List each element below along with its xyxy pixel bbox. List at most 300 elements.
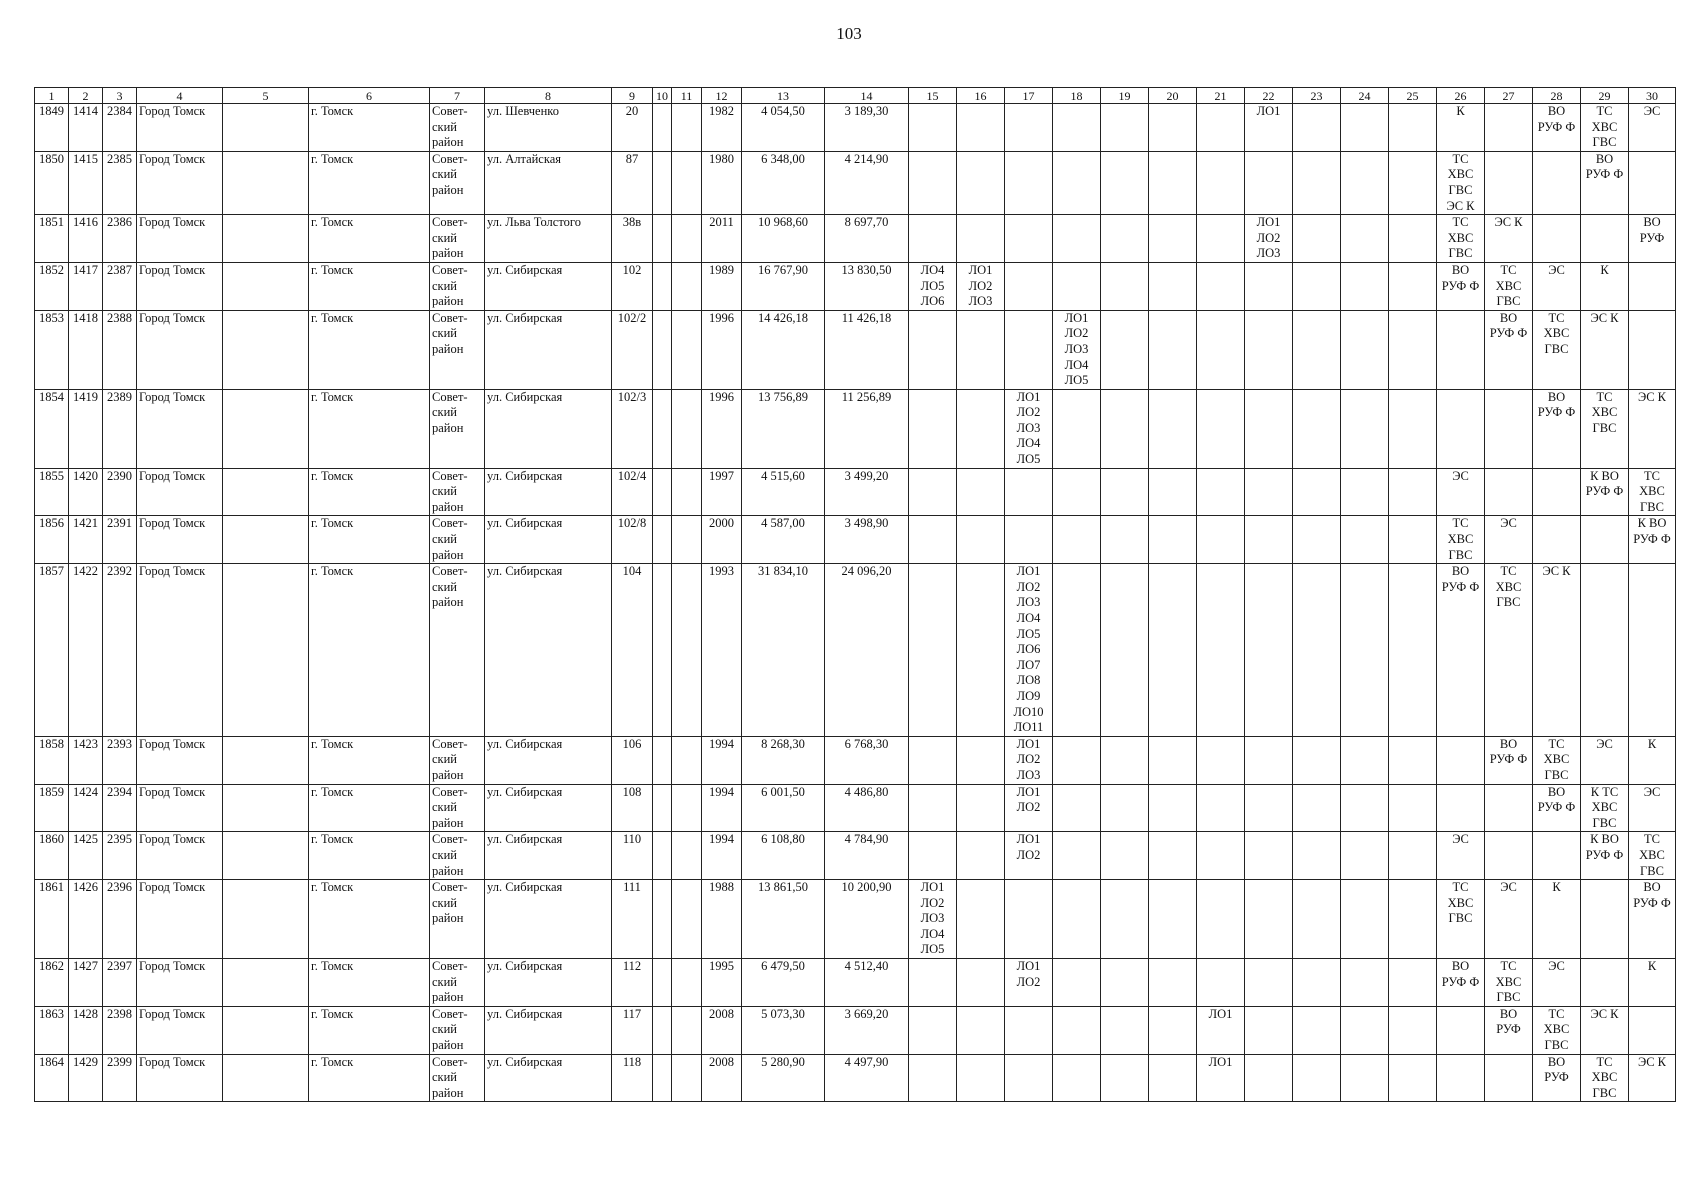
- table-cell: ЭС: [1629, 104, 1676, 152]
- table-cell: [957, 215, 1005, 263]
- table-cell: [1437, 1006, 1485, 1054]
- table-row: [35, 516, 1676, 564]
- table-cell: ЛО1: [1245, 104, 1293, 152]
- table-cell: Совет- ский район: [430, 516, 485, 564]
- table-cell: [1101, 262, 1149, 310]
- table-cell: 16 767,90: [742, 262, 825, 310]
- table-cell: [1293, 516, 1341, 564]
- table-cell: [672, 151, 702, 214]
- table-cell: 1420: [69, 468, 103, 516]
- table-cell: [1245, 1054, 1293, 1102]
- table-cell: [1197, 564, 1245, 737]
- table-cell: [653, 564, 672, 737]
- table-cell: [1197, 832, 1245, 880]
- column-header: 22: [1245, 88, 1293, 104]
- table-cell: [223, 468, 309, 516]
- table-cell: [672, 389, 702, 468]
- table-cell: [1581, 215, 1629, 263]
- table-cell: Совет- ский район: [430, 880, 485, 959]
- table-cell: 4 512,40: [825, 959, 909, 1007]
- table-cell: [672, 1006, 702, 1054]
- table-cell: [1389, 389, 1437, 468]
- table-cell: 1851: [35, 215, 69, 263]
- table-cell: [1197, 736, 1245, 784]
- table-cell: [1389, 104, 1437, 152]
- table-cell: Город Томск: [137, 104, 223, 152]
- table-cell: ЭС: [1533, 262, 1581, 310]
- table-cell: 1989: [702, 262, 742, 310]
- table-cell: г. Томск: [309, 1054, 430, 1102]
- column-header: 3: [103, 88, 137, 104]
- table-cell: [672, 564, 702, 737]
- table-cell: 1994: [702, 784, 742, 832]
- table-cell: ЭС: [1533, 959, 1581, 1007]
- table-cell: 1994: [702, 832, 742, 880]
- table-cell: [909, 516, 957, 564]
- table-cell: 1860: [35, 832, 69, 880]
- table-cell: ТС ХВС ГВС: [1485, 564, 1533, 737]
- table-cell: [1005, 310, 1053, 389]
- table-cell: ул. Сибирская: [485, 784, 612, 832]
- table-cell: [1581, 959, 1629, 1007]
- table-cell: ул. Сибирская: [485, 959, 612, 1007]
- table-cell: Совет- ский район: [430, 468, 485, 516]
- table-cell: Город Томск: [137, 151, 223, 214]
- table-cell: [1581, 564, 1629, 737]
- table-cell: [957, 151, 1005, 214]
- table-cell: [909, 151, 957, 214]
- table-cell: [957, 880, 1005, 959]
- table-cell: [1053, 262, 1101, 310]
- table-cell: [672, 215, 702, 263]
- table-cell: ТС ХВС ГВС: [1485, 262, 1533, 310]
- table-cell: 2391: [103, 516, 137, 564]
- table-cell: [1293, 310, 1341, 389]
- table-cell: 1994: [702, 736, 742, 784]
- table-cell: [1197, 310, 1245, 389]
- table-cell: 2398: [103, 1006, 137, 1054]
- table-cell: 1416: [69, 215, 103, 263]
- table-cell: 108: [612, 784, 653, 832]
- table-cell: 2000: [702, 516, 742, 564]
- table-row: [35, 832, 1676, 880]
- table-cell: [1245, 736, 1293, 784]
- table-cell: [1389, 310, 1437, 389]
- table-cell: ул. Сибирская: [485, 310, 612, 389]
- table-cell: [1293, 832, 1341, 880]
- table-cell: [1149, 880, 1197, 959]
- table-cell: ЭС: [1485, 880, 1533, 959]
- table-cell: [653, 468, 672, 516]
- table-cell: 2386: [103, 215, 137, 263]
- table-cell: ТС ХВС ГВС: [1581, 1054, 1629, 1102]
- table-cell: ВО РУФ: [1629, 215, 1676, 263]
- table-cell: [1629, 151, 1676, 214]
- table-cell: [1101, 736, 1149, 784]
- table-cell: 112: [612, 959, 653, 1007]
- table-cell: [1005, 262, 1053, 310]
- table-cell: г. Томск: [309, 151, 430, 214]
- table-cell: 10 200,90: [825, 880, 909, 959]
- table-cell: ВО РУФ: [1533, 1054, 1581, 1102]
- column-header: 27: [1485, 88, 1533, 104]
- table-cell: г. Томск: [309, 389, 430, 468]
- table-cell: 1415: [69, 151, 103, 214]
- table-cell: 1857: [35, 564, 69, 737]
- table-cell: [1101, 215, 1149, 263]
- table-row: [35, 389, 1676, 468]
- table-cell: ЭС: [1485, 516, 1533, 564]
- table-cell: [1437, 1054, 1485, 1102]
- table-cell: 6 479,50: [742, 959, 825, 1007]
- table-cell: [1101, 310, 1149, 389]
- table-cell: [1389, 1054, 1437, 1102]
- table-cell: 106: [612, 736, 653, 784]
- table-cell: К: [1437, 104, 1485, 152]
- table-cell: [909, 832, 957, 880]
- table-cell: ул. Сибирская: [485, 389, 612, 468]
- table-cell: 4 054,50: [742, 104, 825, 152]
- table-cell: ЛО1 ЛО2 ЛО3 ЛО4 ЛО5: [1053, 310, 1101, 389]
- table-cell: г. Томск: [309, 880, 430, 959]
- table-cell: г. Томск: [309, 832, 430, 880]
- table-cell: Город Томск: [137, 959, 223, 1007]
- table-cell: [1533, 516, 1581, 564]
- column-header: 14: [825, 88, 909, 104]
- table-cell: [1389, 880, 1437, 959]
- table-cell: [1149, 151, 1197, 214]
- table-cell: 1427: [69, 959, 103, 1007]
- column-header: 2: [69, 88, 103, 104]
- table-cell: 1852: [35, 262, 69, 310]
- table-cell: [1293, 1006, 1341, 1054]
- table-cell: К ТС ХВС ГВС: [1581, 784, 1629, 832]
- table-cell: [1005, 151, 1053, 214]
- table-cell: Совет- ский район: [430, 832, 485, 880]
- table-cell: [1389, 262, 1437, 310]
- table-cell: 4 784,90: [825, 832, 909, 880]
- table-cell: К ВО РУФ Ф: [1581, 832, 1629, 880]
- table-cell: [1005, 1006, 1053, 1054]
- table-cell: [1389, 516, 1437, 564]
- table-cell: [1245, 468, 1293, 516]
- table-cell: К: [1581, 262, 1629, 310]
- table-cell: [1245, 1006, 1293, 1054]
- table-cell: ЛО1 ЛО2 ЛО3 ЛО4 ЛО5: [1005, 389, 1053, 468]
- table-cell: 3 499,20: [825, 468, 909, 516]
- table-cell: [1197, 784, 1245, 832]
- table-cell: Город Томск: [137, 832, 223, 880]
- table-cell: [672, 959, 702, 1007]
- table-cell: 13 756,89: [742, 389, 825, 468]
- table-cell: [1629, 564, 1676, 737]
- table-cell: [1341, 880, 1389, 959]
- column-header: 18: [1053, 88, 1101, 104]
- table-cell: Совет- ский район: [430, 151, 485, 214]
- table-cell: 5 280,90: [742, 1054, 825, 1102]
- table-cell: [1293, 1054, 1341, 1102]
- table-cell: [1389, 959, 1437, 1007]
- table-cell: [672, 880, 702, 959]
- table-cell: 102: [612, 262, 653, 310]
- table-cell: 1422: [69, 564, 103, 737]
- table-cell: [1197, 468, 1245, 516]
- table-cell: 24 096,20: [825, 564, 909, 737]
- table-cell: [672, 262, 702, 310]
- table-cell: [1341, 1054, 1389, 1102]
- table-cell: ТС ХВС ГВС: [1581, 389, 1629, 468]
- table-cell: 1850: [35, 151, 69, 214]
- table-cell: [1005, 1054, 1053, 1102]
- table-cell: [1053, 104, 1101, 152]
- table-cell: [1629, 310, 1676, 389]
- table-cell: [1101, 784, 1149, 832]
- table-cell: г. Томск: [309, 310, 430, 389]
- table-cell: [1245, 564, 1293, 737]
- table-cell: Совет- ский район: [430, 104, 485, 152]
- table-cell: ЭС К: [1629, 1054, 1676, 1102]
- table-cell: 1996: [702, 310, 742, 389]
- table-cell: [672, 104, 702, 152]
- table-cell: ТС ХВС ГВС: [1437, 215, 1485, 263]
- table-cell: 2390: [103, 468, 137, 516]
- table-cell: [957, 832, 1005, 880]
- table-cell: [653, 389, 672, 468]
- table-cell: ТС ХВС ГВС: [1485, 959, 1533, 1007]
- table-cell: [1101, 959, 1149, 1007]
- table-cell: г. Томск: [309, 784, 430, 832]
- table-cell: 1982: [702, 104, 742, 152]
- table-cell: [1149, 516, 1197, 564]
- table-cell: [223, 832, 309, 880]
- table-row: [35, 310, 1676, 389]
- table-cell: [653, 516, 672, 564]
- column-header: 6: [309, 88, 430, 104]
- table-cell: [1245, 784, 1293, 832]
- table-cell: [672, 310, 702, 389]
- table-cell: [1293, 389, 1341, 468]
- table-row: [35, 736, 1676, 784]
- table-cell: [1485, 1054, 1533, 1102]
- table-cell: 1993: [702, 564, 742, 737]
- table-cell: [1197, 516, 1245, 564]
- table-cell: ВО РУФ Ф: [1485, 736, 1533, 784]
- table-cell: [957, 1006, 1005, 1054]
- table-cell: г. Томск: [309, 959, 430, 1007]
- table-cell: 1853: [35, 310, 69, 389]
- table-row: [35, 959, 1676, 1007]
- table-cell: г. Томск: [309, 215, 430, 263]
- table-cell: [1293, 784, 1341, 832]
- table-cell: 1423: [69, 736, 103, 784]
- column-header: 9: [612, 88, 653, 104]
- table-cell: [653, 104, 672, 152]
- table-cell: [1197, 215, 1245, 263]
- table-cell: [909, 784, 957, 832]
- table-cell: [909, 1006, 957, 1054]
- table-cell: г. Томск: [309, 468, 430, 516]
- table-cell: ул. Сибирская: [485, 468, 612, 516]
- table-cell: [1245, 880, 1293, 959]
- table-cell: 2387: [103, 262, 137, 310]
- table-cell: Город Томск: [137, 516, 223, 564]
- table-cell: 102/2: [612, 310, 653, 389]
- column-header: 15: [909, 88, 957, 104]
- table-cell: ЭС: [1437, 832, 1485, 880]
- table-cell: [1437, 784, 1485, 832]
- table-cell: 111: [612, 880, 653, 959]
- table-cell: [1005, 104, 1053, 152]
- table-cell: ЭС К: [1629, 389, 1676, 468]
- table-cell: [1101, 564, 1149, 737]
- table-cell: 4 486,80: [825, 784, 909, 832]
- table-cell: Совет- ский район: [430, 1006, 485, 1054]
- table-cell: [957, 389, 1005, 468]
- table-cell: [1149, 389, 1197, 468]
- table-cell: 1426: [69, 880, 103, 959]
- table-cell: [1245, 959, 1293, 1007]
- table-cell: 1849: [35, 104, 69, 152]
- table-cell: [1485, 784, 1533, 832]
- column-header: 5: [223, 88, 309, 104]
- table-cell: 2011: [702, 215, 742, 263]
- table-cell: К ВО РУФ Ф: [1629, 516, 1676, 564]
- table-cell: [1293, 104, 1341, 152]
- table-cell: [1101, 104, 1149, 152]
- table-cell: 104: [612, 564, 653, 737]
- table-cell: [653, 959, 672, 1007]
- table-cell: [1341, 151, 1389, 214]
- table-cell: [1005, 215, 1053, 263]
- table-cell: Город Томск: [137, 880, 223, 959]
- table-cell: [672, 1054, 702, 1102]
- table-cell: [223, 880, 309, 959]
- table-cell: [223, 516, 309, 564]
- table-cell: [672, 468, 702, 516]
- table-cell: 8 697,70: [825, 215, 909, 263]
- table-cell: ЭС К: [1581, 1006, 1629, 1054]
- table-cell: 3 189,30: [825, 104, 909, 152]
- table-cell: [1437, 310, 1485, 389]
- table-cell: Город Томск: [137, 310, 223, 389]
- table-cell: [1341, 310, 1389, 389]
- table-cell: ул. Сибирская: [485, 736, 612, 784]
- table-cell: 13 830,50: [825, 262, 909, 310]
- table-cell: 1858: [35, 736, 69, 784]
- table-cell: ВО РУФ: [1485, 1006, 1533, 1054]
- table-cell: ул. Шевченко: [485, 104, 612, 152]
- table-cell: ВО РУФ Ф: [1437, 564, 1485, 737]
- table-cell: 20: [612, 104, 653, 152]
- table-cell: 1854: [35, 389, 69, 468]
- table-cell: [1005, 880, 1053, 959]
- table-cell: [909, 468, 957, 516]
- table-cell: ТС ХВС ГВС: [1437, 880, 1485, 959]
- table-cell: 1996: [702, 389, 742, 468]
- table-cell: [1293, 215, 1341, 263]
- column-header: 21: [1197, 88, 1245, 104]
- table-cell: ЭС К: [1485, 215, 1533, 263]
- table-cell: 2008: [702, 1006, 742, 1054]
- column-header: 20: [1149, 88, 1197, 104]
- table-cell: [1341, 104, 1389, 152]
- table-cell: [1485, 104, 1533, 152]
- column-header: 28: [1533, 88, 1581, 104]
- table-cell: [223, 736, 309, 784]
- table-cell: [653, 832, 672, 880]
- table-cell: ТС ХВС ГВС: [1629, 468, 1676, 516]
- table-cell: ВО РУФ Ф: [1533, 389, 1581, 468]
- table-cell: [909, 215, 957, 263]
- column-header: 16: [957, 88, 1005, 104]
- table-cell: Город Томск: [137, 564, 223, 737]
- table-cell: ЭС К: [1533, 564, 1581, 737]
- column-header: 19: [1101, 88, 1149, 104]
- table-cell: Совет- ский район: [430, 959, 485, 1007]
- table-cell: [957, 1054, 1005, 1102]
- table-cell: К: [1629, 736, 1676, 784]
- table-cell: [957, 516, 1005, 564]
- housing-register-table: [34, 87, 1676, 1102]
- table-cell: [1053, 1054, 1101, 1102]
- table-row: [35, 262, 1676, 310]
- table-cell: [1101, 516, 1149, 564]
- table-cell: [1101, 389, 1149, 468]
- table-cell: [223, 564, 309, 737]
- table-cell: 1855: [35, 468, 69, 516]
- table-row: [35, 468, 1676, 516]
- table-cell: [1533, 468, 1581, 516]
- table-cell: [653, 1054, 672, 1102]
- table-cell: 1856: [35, 516, 69, 564]
- table-cell: [1389, 736, 1437, 784]
- table-cell: Город Томск: [137, 736, 223, 784]
- table-cell: 102/4: [612, 468, 653, 516]
- table-cell: [223, 784, 309, 832]
- table-cell: [1437, 389, 1485, 468]
- table-cell: Совет- ский район: [430, 389, 485, 468]
- table-cell: [223, 1054, 309, 1102]
- table-cell: [1053, 215, 1101, 263]
- table-cell: 87: [612, 151, 653, 214]
- table-cell: 1424: [69, 784, 103, 832]
- table-cell: [1149, 736, 1197, 784]
- table-row: [35, 784, 1676, 832]
- table-cell: г. Томск: [309, 516, 430, 564]
- table-cell: [653, 784, 672, 832]
- table-cell: Совет- ский район: [430, 564, 485, 737]
- table-cell: [957, 784, 1005, 832]
- table-cell: 1417: [69, 262, 103, 310]
- table-cell: [1149, 832, 1197, 880]
- table-cell: 2385: [103, 151, 137, 214]
- table-cell: [672, 516, 702, 564]
- table-cell: [1341, 516, 1389, 564]
- table-cell: 2389: [103, 389, 137, 468]
- table-cell: [1389, 215, 1437, 263]
- table-cell: 1414: [69, 104, 103, 152]
- table-cell: 1863: [35, 1006, 69, 1054]
- table-cell: [957, 736, 1005, 784]
- table-cell: ЛО1 ЛО2: [1005, 784, 1053, 832]
- column-header: 12: [702, 88, 742, 104]
- table-cell: [1293, 736, 1341, 784]
- table-cell: [1149, 959, 1197, 1007]
- table-cell: 1418: [69, 310, 103, 389]
- table-cell: ЭС: [1629, 784, 1676, 832]
- table-cell: [1341, 564, 1389, 737]
- table-cell: г. Томск: [309, 736, 430, 784]
